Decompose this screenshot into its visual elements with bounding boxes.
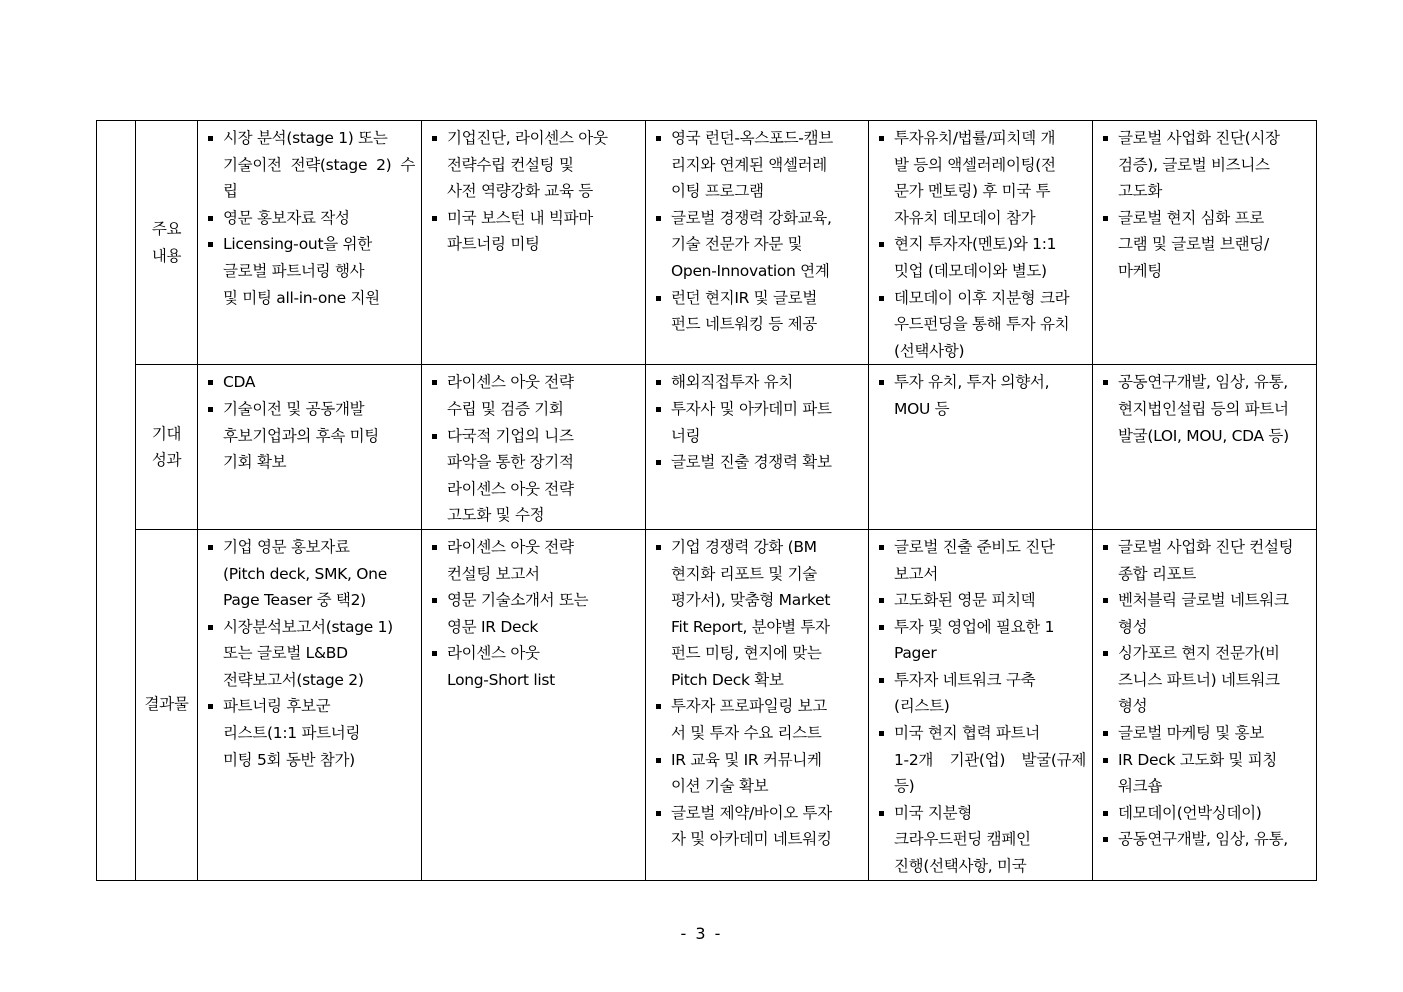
- table-cell: [869, 365, 1093, 530]
- bullet-item: 공동연구개발, 임상, 유통, 현지법인설립 등의 파트너 발굴(LOI, MOU, CDA 등): [1101, 369, 1310, 449]
- bullet-item: 글로벌 제약/바이오 투자 자 및 아카데미 네트워킹: [654, 800, 862, 853]
- bullet-item: 미국 보스턴 내 빅파마 파트너링 미팅: [430, 205, 639, 258]
- bullet-item: 투자자 프로파일링 보고 서 및 투자 수요 리스트: [654, 693, 862, 746]
- bullet-item: 파트너링 후보군 리스트(1:1 파트너링 미팅 5회 동반 참가): [206, 693, 415, 773]
- bullet-item: 다국적 기업의 니즈 파악을 통한 장기적 라이센스 아웃 전략 고도화 및 수정: [430, 423, 639, 529]
- bullet-item: 라이센스 아웃 Long-Short list: [430, 640, 639, 693]
- table-row-main-content: [97, 121, 1317, 365]
- row-label: 주요 내용: [151, 220, 182, 265]
- bullet-item: 현지 투자자(멘토)와 1:1 밋업 (데모데이와 별도): [877, 231, 1086, 284]
- row-label: 결과물: [144, 695, 189, 714]
- bullet-item: 시장 분석(stage 1) 또는 기술이전 전략(stage 2) 수립: [206, 125, 415, 205]
- bullet-item: 기업 영문 홍보자료 (Pitch deck, SMK, One Page Teaser 중 택2): [206, 534, 415, 614]
- bullet-item: 투자 및 영업에 필요한 1 Pager: [877, 614, 1086, 667]
- table-cell: [1093, 529, 1317, 880]
- table-cell: [646, 121, 869, 365]
- bullet-item: 기업 경쟁력 강화 (BM 현지화 리포트 및 기술 평가서), 맞춤형 Market Fit Report, 분야별 투자 펀드 미팅, 현지에 맞는 Pitch Deck 확보: [654, 534, 862, 694]
- table-row-deliverables: [97, 529, 1317, 880]
- bullet-item: 글로벌 진출 준비도 진단 보고서: [877, 534, 1086, 587]
- bullet-item: 해외직접투자 유치: [654, 369, 862, 396]
- table-cell: [869, 121, 1093, 365]
- program-table: [96, 120, 1317, 881]
- bullet-item: 투자 유치, 투자 의향서, MOU 등: [877, 369, 1086, 422]
- row-label-cell: [136, 529, 198, 880]
- blank-category-cell: [97, 121, 136, 881]
- bullet-item: 글로벌 사업화 진단 컨설팅 종합 리포트: [1101, 534, 1310, 587]
- bullet-item: IR 교육 및 IR 커뮤니케 이션 기술 확보: [654, 747, 862, 800]
- bullet-item: 미국 지분형 크라우드펀딩 캠페인 진행(선택사항, 미국: [877, 800, 1086, 880]
- page-number: - 3 -: [680, 924, 723, 943]
- bullet-item: 투자유치/법률/피치덱 개 발 등의 액셀러레이팅(전 문가 멘토링) 후 미국 투 자유치 데모데이 참가: [877, 125, 1086, 231]
- bullet-item: 글로벌 경쟁력 강화교육, 기술 전문가 자문 및 Open-Innovation 연계: [654, 205, 862, 285]
- bullet-item: 런던 현지IR 및 글로벌 펀드 네트워킹 등 제공: [654, 285, 862, 338]
- bullet-item: 글로벌 사업화 진단(시장 검증), 글로벌 비즈니스 고도화: [1101, 125, 1310, 205]
- bullet-item: 싱가포르 현지 전문가(비 즈니스 파트너) 네트워크 형성: [1101, 640, 1310, 720]
- bullet-item: IR Deck 고도화 및 피칭 워크숍: [1101, 747, 1310, 800]
- bullet-item: 데모데이 이후 지분형 크라 우드펀딩을 통해 투자 유치 (선택사항): [877, 285, 1086, 365]
- row-label-cell: [136, 365, 198, 530]
- table-cell: [198, 121, 422, 365]
- table-cell: [646, 365, 869, 530]
- bullet-item: 영문 홍보자료 작성: [206, 205, 415, 232]
- bullet-item: 라이센스 아웃 전략 수립 및 검증 기회: [430, 369, 639, 422]
- table-cell: [422, 121, 646, 365]
- table-cell: [1093, 365, 1317, 530]
- bullet-item: 라이센스 아웃 전략 컨설팅 보고서: [430, 534, 639, 587]
- bullet-item: 영국 런던-옥스포드-캠브 리지와 연계된 액셀러레 이팅 프로그램: [654, 125, 862, 205]
- table-cell: [422, 365, 646, 530]
- bullet-item: 데모데이(언박싱데이): [1101, 800, 1310, 827]
- bullet-item: 공동연구개발, 임상, 유통,: [1101, 826, 1310, 853]
- bullet-item: 글로벌 마케팅 및 홍보: [1101, 720, 1310, 747]
- table-cell: [198, 529, 422, 880]
- bullet-item: 미국 현지 협력 파트너 1-2개 기관(업) 발굴(규제 등): [877, 720, 1086, 800]
- bullet-item: CDA: [206, 369, 415, 396]
- bullet-item: Licensing-out을 위한 글로벌 파트너링 행사 및 미팅 all-in-one 지원: [206, 231, 415, 311]
- bullet-item: 기업진단, 라이센스 아웃 전략수립 컨설팅 및 사전 역량강화 교육 등: [430, 125, 639, 205]
- table-cell: [869, 529, 1093, 880]
- table-cell: [1093, 121, 1317, 365]
- bullet-item: 글로벌 현지 심화 프로 그램 및 글로벌 브랜딩/ 마케팅: [1101, 205, 1310, 285]
- bullet-item: 투자자 네트워크 구축 (리스트): [877, 667, 1086, 720]
- table-cell: [646, 529, 869, 880]
- table-cell: [422, 529, 646, 880]
- row-label-cell: [136, 121, 198, 365]
- bullet-item: 기술이전 및 공동개발 후보기업과의 후속 미팅 기회 확보: [206, 396, 415, 476]
- bullet-item: 영문 기술소개서 또는 영문 IR Deck: [430, 587, 639, 640]
- bullet-item: 고도화된 영문 피치덱: [877, 587, 1086, 614]
- bullet-item: 투자사 및 아카데미 파트 너링: [654, 396, 862, 449]
- bullet-item: 시장분석보고서(stage 1) 또는 글로벌 L&BD 전략보고서(stage 2): [206, 614, 415, 694]
- bullet-item: 벤처블릭 글로벌 네트워크 형성: [1101, 587, 1310, 640]
- table-cell: [198, 365, 422, 530]
- row-label: 기대 성과: [151, 424, 182, 470]
- table-row-expected-results: [97, 365, 1317, 530]
- bullet-item: 글로벌 진출 경쟁력 확보: [654, 449, 862, 476]
